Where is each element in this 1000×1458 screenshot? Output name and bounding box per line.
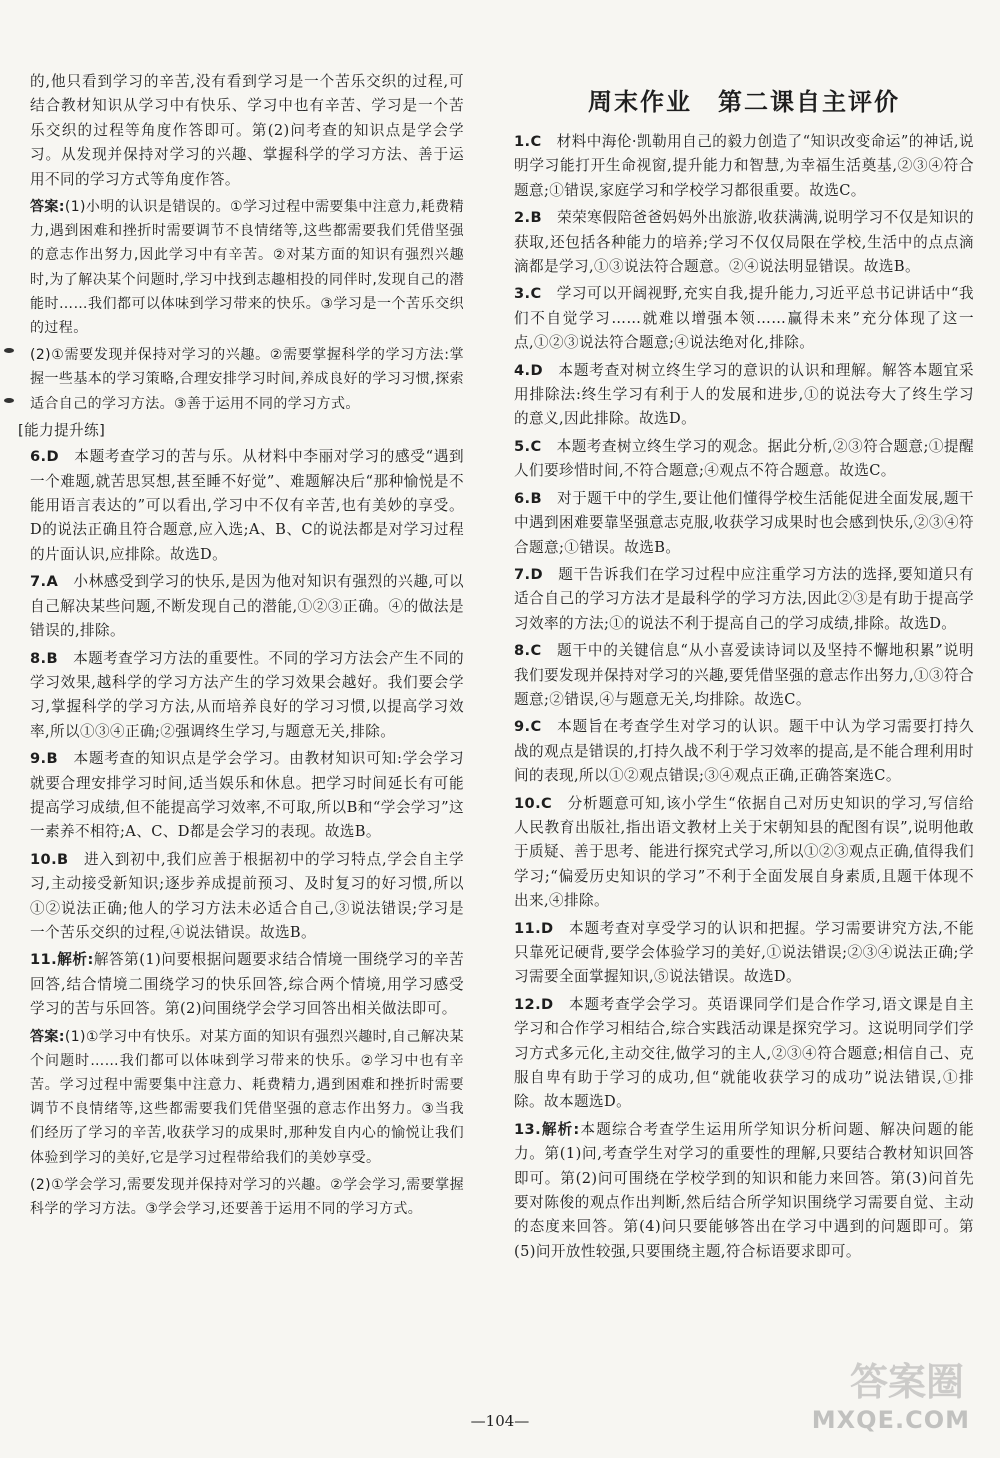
item-text: 对于题干中的学生,要让他们懂得学校生活能促进全面发展,题干中遇到困难要靠坚强意志克服,收获学习成果时也会感到快乐,②③④符合题意;①错误。故选B。 [514, 489, 974, 556]
item-number: 4.D [514, 361, 544, 379]
margin-mark [4, 348, 14, 353]
right-item [514, 487, 974, 560]
item-number: 9.C [514, 718, 542, 736]
right-item [514, 917, 974, 990]
right-column [514, 130, 974, 1267]
right-item [514, 130, 974, 203]
item-text: 题干中的关键信息“从小喜爱读诗词以及坚持不懈地积累”说明我们要发现并保持对学习的兴趣,要凭借坚强的意志作出努力,①③符合题意;②错误,④与题意无关,均排除。故选C。 [514, 642, 974, 708]
item-text: 荣荣寒假陪爸爸妈妈外出旅游,收获满满,说明学习不仅是知识的获取,还包括各种能力的培养;学习不仅仅局限在学校,生活中的点点滴滴都是学习,①③说法符合题意。②④说法明显错误。故选B。 [514, 209, 974, 276]
item-text: 题干告诉我们在学习过程中应注重学习方法的选择,要知道只有适合自己的学习方法才是最科学的学习方法,因此②③是有助于提高学习效率的方法;①的说法不利于提高自己的学习成绩,排除。故选D。 [514, 565, 974, 632]
right-item [514, 993, 974, 1115]
answer-2: (2)①需要发现并保持对学习的兴趣。②需要掌握科学的学习方法:掌握一些基本的学习策略,合理安排学习时间,养成良好的学习习惯,探索适合自己的学习方法。③善于运用不同的学习方式。 [30, 347, 464, 412]
item-text: 本题考查对享受学习的认识和把握。学习需要讲究方法,不能只靠死记硬背,要学会体验学习的美好,①说法错误;②③④说法正确;学习需要全面掌握知识,⑤说法错误。故选D。 [514, 919, 974, 986]
margin-mark [4, 398, 14, 403]
item-number: 10.C [514, 794, 553, 812]
left-item [30, 848, 464, 946]
item-number: 5.C [514, 437, 542, 455]
item-number: 11.D [514, 919, 554, 937]
right-item [514, 639, 974, 712]
watermark-site: MXQE.COM [811, 1406, 970, 1434]
left-column [18, 70, 464, 1224]
item-number: 3.C [514, 285, 542, 303]
item-number: 7.D [514, 565, 544, 583]
item-text: 学习可以开阔视野,充实自我,提升能力,习近平总书记讲话中“我们不自觉学习……就难以增强本领……赢得未来”充分体现了这一点,①②③说法符合题意;④说法绝对化,排除。 [514, 285, 974, 352]
right-item [514, 435, 974, 484]
page-number: —104— [470, 1412, 530, 1430]
item-number: 2.B [514, 209, 543, 227]
item-13: 13.解析:本题综合考查学生运用所学知识分析问题、解决问题的能力。第(1)问,考查学生对学习的重要性的理解,只要结合教材知识回答即可。第(2)问可围绕在学校学到的知识和能力来回答。第(3)问首先要对陈俊的观点作出判断,然后结合所学知识围绕学习需要自觉、主动的态度来回答。第(4)问只要能够答出在学习中遇到的问题即可。第(5)问开放性较强,只要围绕主题,符合标语要求即可。 [514, 1120, 974, 1260]
answer-1: 答案:(1)小明的认识是错误的。①学习过程中需要集中注意力,耗费精力,遇到困难和挫折时需要调节不良情绪等,这些都需要我们凭借坚强的意志作出努力,因此学习中有辛苦。②对某方面的知识有强烈兴趣时,为了解决某个问题时,学习中找到志趣相投的同伴时,发现自己的潜能时……我们都可以体味到学习带来的快乐。③学习是一个苦乐交织的过程。 [30, 199, 464, 337]
answer-label: 答案: [30, 199, 65, 216]
right-item [514, 715, 974, 788]
item-number: 1.C [514, 133, 542, 150]
section-heading: [能力提升练] [18, 421, 106, 439]
item-11-answer-1: 答案:(1)①学习中有快乐。对某方面的知识有强烈兴趣时,自己解决某个问题时……我们都可以体味到学习带来的快乐。②学习中也有辛苦。学习过程中需要集中注意力、耗费精力,遇到困难和挫折时需要调节不良情绪等,这些都需要我们凭借坚强的意志作出努力。③当我们经历了学习的辛苦,收获学习的成果时,那种发自内心的愉悦让我们体验到学习的美好,它是学习过程带给我们的美妙享受。 [30, 1028, 464, 1166]
item-number: 8.C [514, 642, 542, 660]
right-item [514, 563, 974, 636]
left-item [30, 747, 464, 845]
item-text: 小林感受到学习的快乐,是因为他对知识有强烈的兴趣,可以自己解决某些问题,不断发现自己的潜能,①②③正确。④的做法是错误的,排除。 [30, 573, 464, 640]
right-item [514, 359, 974, 432]
item-text: 本题旨在考查学生对学习的认识。题干中认为学习需要打持久战的观点是错误的,打持久战不利于学习效率的提高,是不能合理利用时间的表现,所以①②观点错误;③④观点正确,正确答案选C。 [514, 718, 974, 785]
item-number: 7.A [30, 573, 59, 591]
right-items [514, 130, 974, 1115]
item-text: 本题考查学习方法的重要性。不同的学习方法会产生不同的学习效果,越科学的学习方法产生的学习效果会越好。我们要会学习,掌握科学的学习方法,从而培养良好的学习习惯,以提高学习效率,所以①③④正确;②强调终生学习,与题意无关,排除。 [30, 649, 464, 740]
item-text: 本题考查的知识点是学会学习。由教材知识可知:学会学习就要合理安排学习时间,适当娱乐和休息。把学习时间延长有可能提高学习成绩,但不能提高学习效率,不可取,所以B和“学会学习”这一素养不相符;A、C、D都是会学习的表现。故选B。 [30, 750, 464, 841]
item-11: 11.解析:解答第(1)问要根据问题要求结合情境一围绕学习的辛苦回答,结合情境二围绕学习的快乐回答,综合两个情境,用学习感受学习的苦与乐回答。第(2)问围绕学会学习回答出相关做法即可。 [30, 951, 464, 1018]
item-text: 本题考查学习的苦与乐。从材料中李丽对学习的感受“遇到一个难题,就苦思冥想,甚至睡不好觉”、难题解决后“那种愉悦是不能用语言表达的”可以看出,学习中不仅有辛苦,也有美妙的享受。D的说法正确且符合题意,应入选;A、B、C的说法都是对学习过程的片面认识,应排除。故选D。 [30, 448, 464, 563]
watermark-logo: 答案圈 [849, 1360, 964, 1404]
item-text: 本题考查对树立终生学习的意识的认识和理解。解答本题宜采用排除法:终生学习有利于人的发展和进步,①的说法夸大了终生学习的意义,因此排除。故选D。 [514, 361, 974, 428]
left-item [30, 570, 464, 643]
left-item [30, 445, 464, 567]
item-number: 6.B [514, 489, 543, 507]
item-text: 进入到初中,我们应善于根据初中的学习特点,学会自主学习,主动接受新知识;逐步养成提前预习、及时复习的好习惯,所以①②说法正确;他人的学习方法未必适合自己,③说法错误;学习是一个苦乐交织的过程,④说法错误。故选B。 [30, 850, 464, 941]
item-text: 材料中海伦·凯勒用自己的毅力创造了“知识改变命运”的神话,说明学习能打开生命视窗,提升能力和智慧,为幸福生活奠基,②③④符合题意;①错误,家庭学习和学校学习都很重要。故选C。 [514, 133, 974, 199]
item-number: 10.B [30, 850, 69, 868]
item-number: 12.D [514, 995, 554, 1013]
right-item [514, 206, 974, 279]
item-number: 8.B [30, 649, 59, 667]
item-text: 本题考查树立终生学习的观念。据此分析,②③符合题意;①提醒人们要珍惜时间,不符合题意;④观点不符合题意。故选C。 [514, 437, 974, 480]
item-number: 9.B [30, 750, 59, 768]
watermark [811, 1360, 978, 1440]
intro-paragraph: 的,他只看到学习的辛苦,没有看到学习是一个苦乐交织的过程,可结合教材知识从学习中有快乐、学习中也有辛苦、学习是一个苦乐交织的过程等角度作答即可。第(2)问考查的知识点是学会学习。从发现并保持对学习的兴趣、掌握科学的学习方法、善于运用不同的学习方式等角度作答。 [30, 73, 464, 188]
item-11-answer-2: (2)①学会学习,需要发现并保持对学习的兴趣。②学会学习,需要掌握科学的学习方法。③学会学习,还要善于运用不同的学习方式。 [30, 1176, 464, 1218]
right-item [514, 792, 974, 914]
left-items [30, 445, 464, 945]
right-item [514, 282, 974, 355]
left-item [30, 647, 464, 745]
item-text: 本题考查学会学习。英语课同学们是合作学习,语文课是自主学习和合作学习相结合,综合实践活动课是探究学习。这说明同学们学习方式多元化,主动交往,做学习的主人,②③④符合题意;相信自己、克服自卑有助于学习的成功,但“就能收获学习的成功”说法错误,①排除。故本题选D。 [514, 995, 974, 1111]
item-number: 6.D [30, 448, 60, 466]
item-text: 分析题意可知,该小学生“依据自己对历史知识的学习,写信给人民教育出版社,指出语文教材上关于宋朝知县的配图有误”,说明他敢于质疑、善于思考、能进行探究式学习,所以①②③观点正确,值得我们学习;“偏爱历史知识的学习”不利于全面发展自身素质,且题干体现不出来,④排除。 [514, 794, 974, 910]
page-title: 周末作业 第二课自主评价 [588, 87, 900, 116]
